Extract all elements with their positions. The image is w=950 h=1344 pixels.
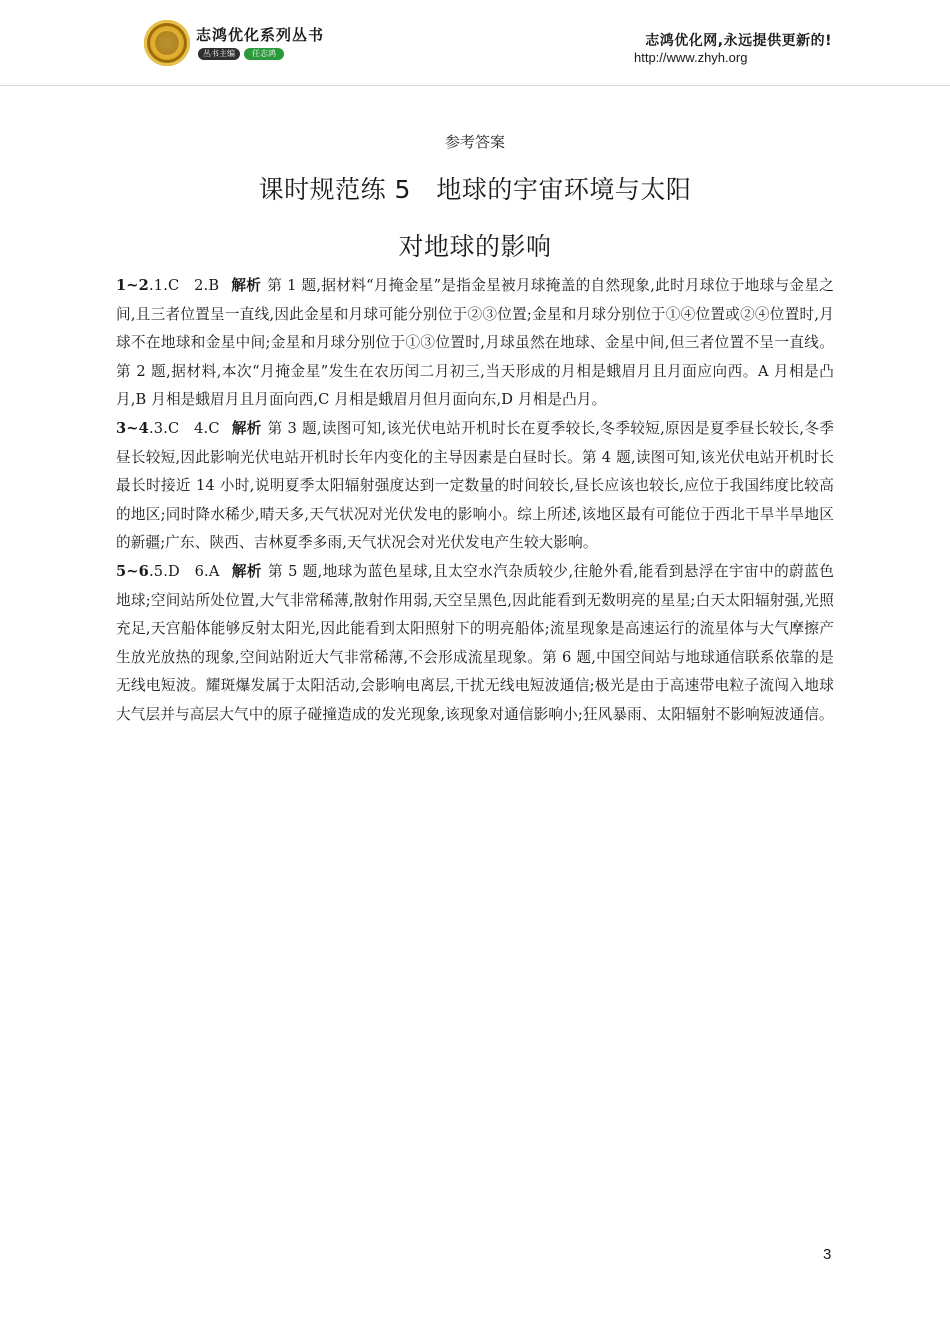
- page-number: 3: [823, 1246, 832, 1263]
- analysis-text: 第 1 题,据材料“月掩金星”是指金星被月球掩盖的自然现象,此时月球位于地球与金星之间,且三者位置呈一直线,因此金星和月球可能分别位于②③位置;金星和月球分别位于①④位置或②④位置时,月球不在地球和金星中间;金星和月球分别位于①③位置时,月球虽然在地球、金星中间,但三者位置不呈一直线。第 2 题,据材料,本次“月掩金星”发生在农历闰二月初三,当天形成的月相是蛾眉月且月面应向西。A 月相是凸月,B 月相是蛾眉月且月面向西,C 月相是蛾眉月但月面向东,D 月相是凸月。: [116, 277, 834, 409]
- answer-choice: 6.A: [194, 562, 220, 580]
- header-divider: [0, 85, 950, 86]
- answer-caption: 参考答案: [444, 133, 505, 151]
- series-title: 志鸿优化系列丛书: [196, 26, 325, 44]
- site-url-link[interactable]: http://www.zhyh.org: [634, 50, 748, 65]
- answer-choice: .3.C: [149, 419, 180, 437]
- answer-item: [116, 558, 834, 730]
- answer-choice: .5.D: [149, 562, 180, 580]
- answer-choice: 2.B: [194, 277, 220, 294]
- analysis-text: 第 3 题,读图可知,该光伏电站开机时长在夏季较长,冬季较短,原因是夏季昼长较长,冬季昼长较短,因此影响光伏电站开机时长年内变化的主导因素是白昼时长。第 4 题,读图可知,该光伏电站开机时长最长时接近 14 小时,说明夏季太阳辐射强度达到一定数量的时间较长,昼长应该也较长,应位于我国纬度比较高的地区;同时降水稀少,晴天多,天气状况对光伏发电的影响小。综上所述,该地区最有可能位于西北干旱半旱地区的新疆;广东、陕西、吉林夏季多雨,天气状况会对光伏发电产生较大影响。: [116, 419, 834, 552]
- header-slogan: 志鸿优化网,永远提供更新的!: [645, 33, 832, 49]
- analysis-text: 第 5 题,地球为蓝色星球,且太空水汽杂质较少,往舱外看,能看到悬浮在宇宙中的蔚蓝色地球;空间站所处位置,大气非常稀薄,散射作用弱,天空呈黑色,因此能看到无数明亮的星星;白天太阳辐射强,光照充足,天宫船体能够反射太阳光,因此能看到太阳照射下的明亮船体;流星现象是高速运行的流星体与大气摩擦产生放光放热的现象,空间站附近大气非常稀薄,不会形成流星现象。第 6 题,中国空间站与地球通信联系依靠的是无线电短波。耀斑爆发属于太阳活动,会影响电离层,干扰无线电短波通信;极光是由于高速带电粒子流闯入地球大气层并与高层大气中的原子碰撞造成的发光现象,该现象对通信影响小;狂风暴雨、太阳辐射不影响短波通信。: [116, 562, 835, 723]
- answer-choice: .1.C: [149, 277, 180, 294]
- question-range: 3~4: [116, 419, 149, 437]
- page-title-line1: 课时规范练 5 地球的宇宙环境与太阳: [258, 175, 692, 204]
- analysis-tag: 解析: [231, 562, 262, 580]
- answer-body: [116, 272, 834, 730]
- page-header: [0, 0, 950, 86]
- series-logo-icon: [144, 20, 190, 66]
- editor-label: 丛书主编: [198, 48, 240, 60]
- analysis-tag: 解析: [231, 419, 262, 437]
- analysis-tag: 解析: [231, 277, 262, 294]
- question-range: 1~2: [116, 277, 149, 294]
- editor-name: 任志鸿: [244, 48, 284, 60]
- answer-choice: 4.C: [194, 419, 220, 437]
- editor-credit: [198, 48, 284, 60]
- answer-item: [116, 272, 834, 415]
- answer-item: [116, 415, 834, 558]
- page-title-line2: 对地球的影响: [398, 232, 552, 261]
- question-range: 5~6: [116, 562, 149, 580]
